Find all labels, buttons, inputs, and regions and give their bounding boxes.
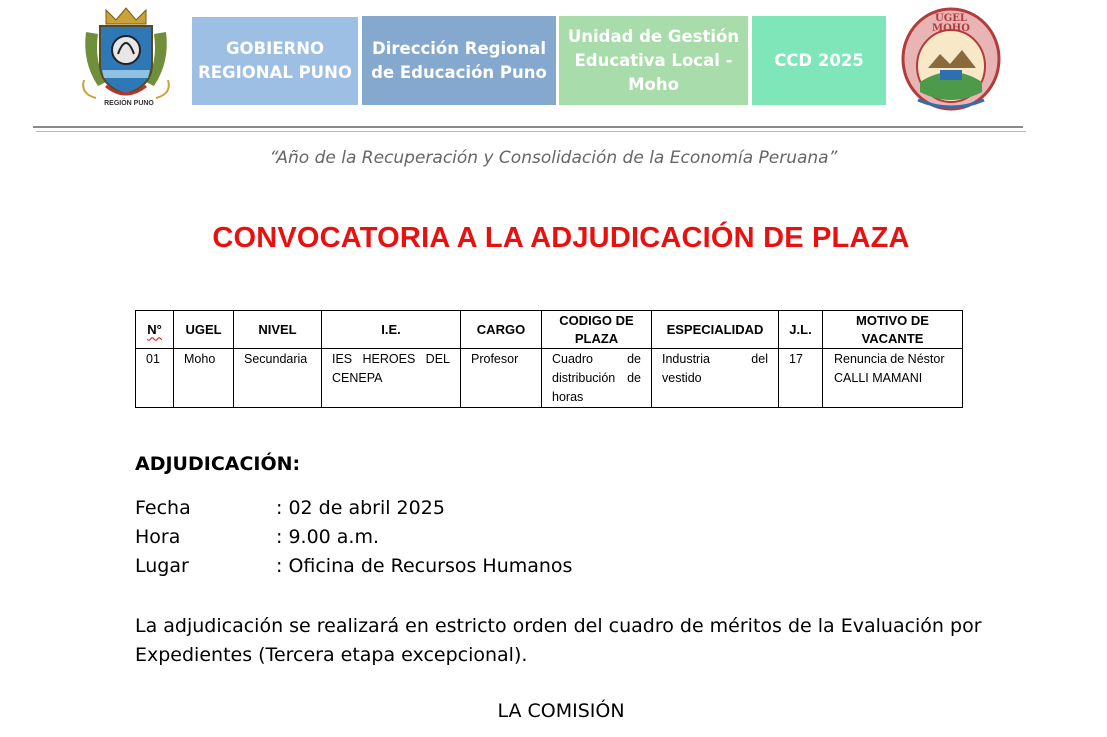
header-divider-secondary <box>36 131 1026 132</box>
header-box-ccd-text: CCD 2025 <box>774 50 864 70</box>
fecha-value: : 02 de abril 2025 <box>276 497 445 519</box>
header-jl: J.L. <box>779 311 823 349</box>
region-puno-shield-icon <box>76 2 176 112</box>
header-box-gobierno-regional-text: GOBIERNO REGIONAL PUNO <box>198 39 352 82</box>
page-title: CONVOCATORIA A LA ADJUDICACIÓN DE PLAZA <box>212 222 910 254</box>
plaza-table <box>135 310 963 408</box>
cell-especialidad: Industria del vestido <box>652 349 779 408</box>
adjudicacion-heading: ADJUDICACIÓN: <box>135 453 301 475</box>
header-box-direccion-regional <box>362 16 556 105</box>
region-puno-logo <box>76 2 176 112</box>
header-box-direccion-regional-text: Dirección Regional de Educación Puno <box>371 38 547 82</box>
lugar-value: : Oficina de Recursos Humanos <box>276 555 573 577</box>
ugel-seal-name-text: MOHO <box>932 23 970 34</box>
cell-nivel: Secundaria <box>234 349 322 408</box>
adjudicacion-paragraph: La adjudicación se realizará en estricto orden del cuadro de méritos de la Evaluación por Expedientes (Tercera etapa excepcional). <box>135 615 982 666</box>
table-row <box>136 349 963 408</box>
header-box-gobierno-regional <box>192 17 358 105</box>
header-box-ugel <box>559 16 748 105</box>
header-divider <box>33 126 1023 128</box>
header-codigo-plaza: CODIGO DE PLAZA <box>542 311 652 349</box>
hora-label: Hora <box>135 526 181 548</box>
cell-ugel: Moho <box>174 349 234 408</box>
fecha-label: Fecha <box>135 497 191 519</box>
hora-value: : 9.00 a.m. <box>276 526 380 548</box>
cell-jl: 17 <box>779 349 823 408</box>
cell-numero: 01 <box>136 349 174 408</box>
ugel-moho-seal <box>900 4 1002 112</box>
lugar-label: Lugar <box>135 555 189 577</box>
cell-codigo-plaza: Cuadro de distribución de horas <box>542 349 652 408</box>
signature-comision: LA COMISIÓN <box>497 700 625 722</box>
header-motivo-vacante: MOTIVO DE VACANTE <box>823 311 963 349</box>
table-header-row <box>136 311 963 349</box>
header-cargo: CARGO <box>461 311 542 349</box>
region-puno-logo-text: REGIÓN PUNO <box>104 100 154 107</box>
header-box-ugel-text: Unidad de Gestión Educativa Local - Moho <box>567 26 740 94</box>
header-ugel: UGEL <box>174 311 234 349</box>
year-motto: “Año de la Recuperación y Consolidación de la Economía Peruana” <box>269 148 838 168</box>
header-box-ccd <box>752 16 886 105</box>
cell-motivo-vacante: Renuncia de Néstor CALLI MAMANI <box>823 349 963 408</box>
ugel-seal-top-text: UGEL <box>935 13 967 24</box>
header-ie: I.E. <box>322 311 461 349</box>
header-especialidad: ESPECIALIDAD <box>652 311 779 349</box>
cell-ie: IES HEROES DEL CENEPA <box>322 349 461 408</box>
cell-cargo: Profesor <box>461 349 542 408</box>
header-nivel: NIVEL <box>234 311 322 349</box>
header-numero: N° <box>136 311 174 349</box>
